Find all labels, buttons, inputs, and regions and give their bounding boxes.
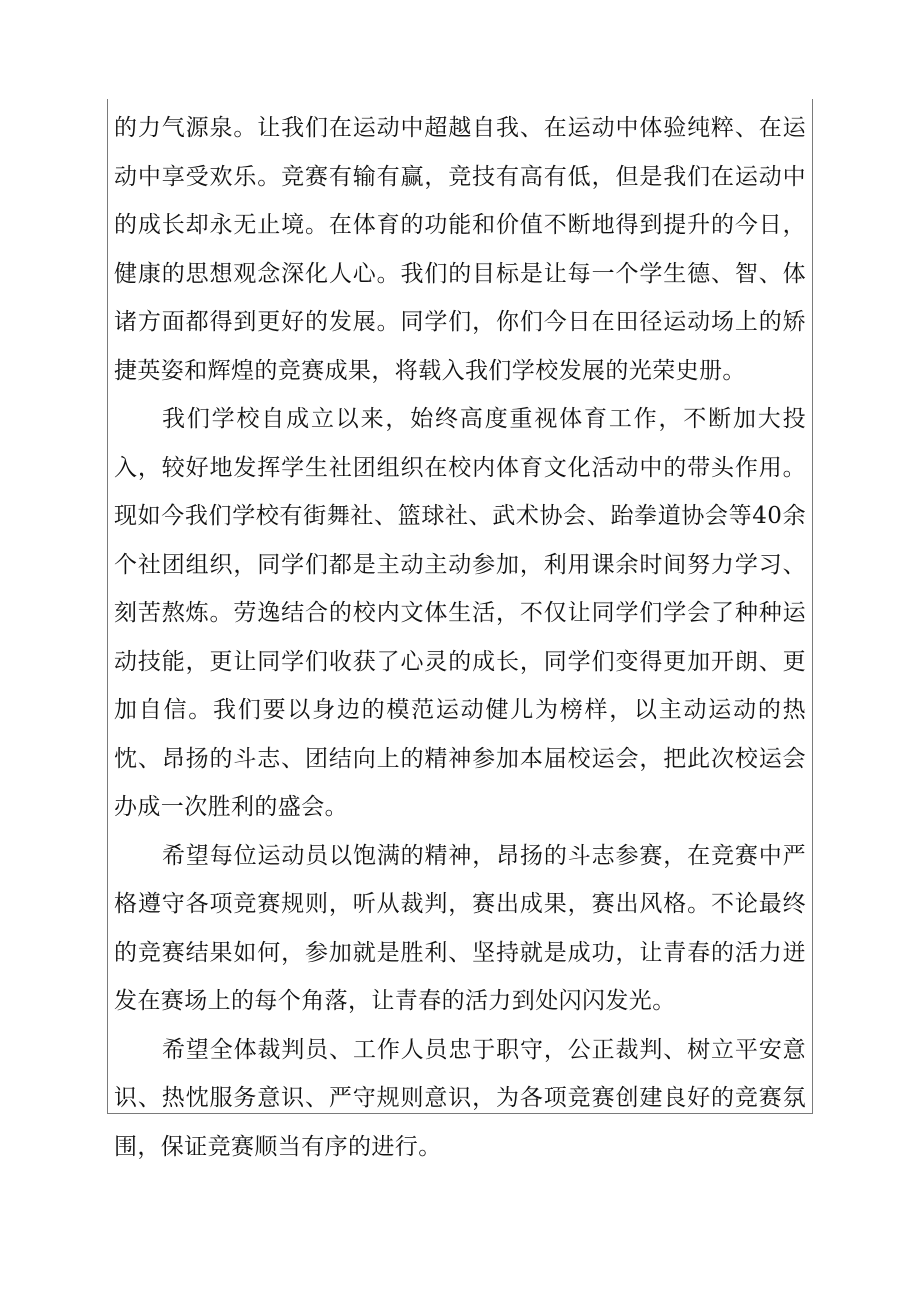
paragraph-referees: 希望全体裁判员、工作人员忠于职守，公正裁判、树立平安意识、热忱服务意识、严守规则意识，为各项竞赛创建良好的竞赛氛围，保证竞赛顺当有序的进行。	[114, 1036, 806, 1160]
paragraph-continuation: 的力气源泉。让我们在运动中超越自我、在运动中体验纯粹、在运动中享受欢乐。竞赛有输有赢，竞技有高有低，但是我们在运动中的成长却永无止境。在体育的功能和价值不断地得到提升的今日，健康的思想观念深化人心。我们的目标是让每一个学生德、智、体诸方面都得到更好的发展。同学们，你们今日在田径运动场上的矫捷英姿和辉煌的竞赛成果，将载入我们学校发展的光荣史册。	[114, 115, 806, 384]
paragraph-athletes: 希望每位运动员以饱满的精神，昂扬的斗志参赛，在竞赛中严格遵守各项竞赛规则，听从裁判，赛出成果，赛出风格。不论最终的竞赛结果如何，参加就是胜利、坚持就是成功，让青春的活力迸发在赛场上的每个角落，让青春的活力到处闪闪发光。	[114, 842, 806, 1014]
paragraph-school-clubs: 我们学校自成立以来，始终高度重视体育工作，不断加大投入，较好地发挥学生社团组织在校内体育文化活动中的带头作用。现如今我们学校有街舞社、篮球社、武术协会、跆拳道协会等40余个社团组织，同学们都是主动主动参加，利用课余时间努力学习、刻苦熬炼。劳逸结合的校内文体生活，不仅让同学们学会了种种运动技能，更让同学们收获了心灵的成长，同学们变得更加开朗、更加自信。我们要以身边的模范运动健儿为榜样，以主动运动的热忱、昂扬的斗志、团结向上的精神参加本届校运会，把此次校运会办成一次胜利的盛会。	[114, 406, 806, 820]
document-frame	[107, 99, 813, 1160]
document-body	[114, 104, 806, 1171]
